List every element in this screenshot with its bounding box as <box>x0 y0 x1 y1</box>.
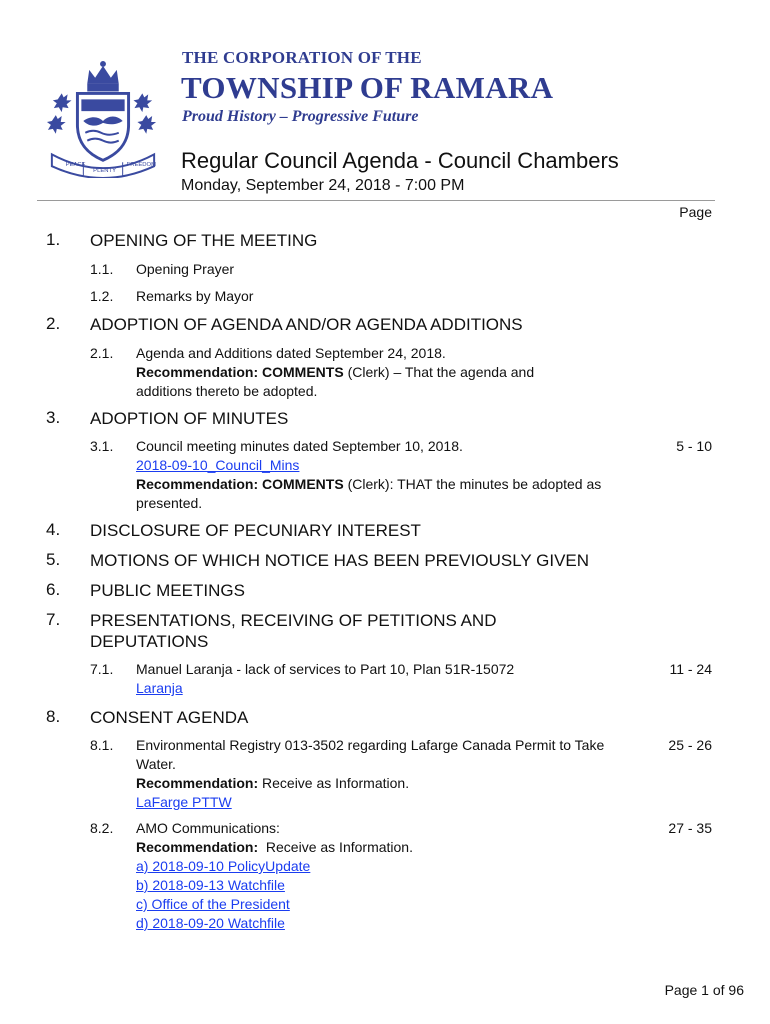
item-text: Manuel Laranja - lack of services to Part 10, Plan 51R-15072 <box>136 661 515 677</box>
policy-update-link[interactable]: a) 2018-09-10 PolicyUpdate <box>136 858 311 874</box>
crest-motto-peace: PEACE <box>65 162 86 169</box>
recommendation-text: (Clerk) – That the agenda and additions thereto be adopted. <box>136 364 535 399</box>
crest-motto-freedom: FREEDOM <box>126 162 157 169</box>
item-number: 1.1. <box>90 261 114 277</box>
recommendation-label: Recommendation: COMMENTS <box>136 476 344 492</box>
agenda-date: Monday, September 24, 2018 - 7:00 PM <box>181 177 465 194</box>
recommendation-label: Recommendation: COMMENTS <box>136 364 344 380</box>
item-number: 1.2. <box>90 288 114 304</box>
item-recommendation <box>136 475 626 513</box>
item-number: 3.1. <box>90 438 114 454</box>
recommendation-text: (Clerk): THAT the minutes be adopted as presented. <box>136 476 602 511</box>
corporation-heading: THE CORPORATION OF THE <box>182 48 422 67</box>
recommendation-text: Receive as Information. <box>258 775 410 791</box>
watchfile-0920-link[interactable]: d) 2018-09-20 Watchfile <box>136 915 285 931</box>
section-number: 4. <box>46 520 61 539</box>
item-number: 8.2. <box>90 820 114 836</box>
office-of-president-link[interactable]: c) Office of the President <box>136 896 290 912</box>
item-number: 7.1. <box>90 661 114 677</box>
section-title: ADOPTION OF AGENDA AND/OR AGENDA ADDITIONS <box>90 315 523 334</box>
crest-motto-plenty: PLENTY <box>93 168 117 175</box>
section-number: 2. <box>46 314 61 333</box>
item-text: Remarks by Mayor <box>136 288 254 304</box>
minutes-link[interactable]: 2018-09-10_Council_Mins <box>136 457 300 473</box>
item-recommendation <box>136 363 586 401</box>
section-number: 1. <box>46 230 61 249</box>
item-text: AMO Communications: <box>136 820 280 836</box>
item-page-range: 11 - 24 <box>669 661 712 677</box>
township-heading: TOWNSHIP OF RAMARA <box>181 70 554 105</box>
section-title: DISCLOSURE OF PECUNIARY INTEREST <box>90 521 421 540</box>
item-text: Agenda and Additions dated September 24, 2018. <box>136 345 446 361</box>
section-number: 7. <box>46 610 61 629</box>
item-recommendation <box>136 774 614 793</box>
section-title: ADOPTION OF MINUTES <box>90 409 289 428</box>
section-number: 3. <box>46 408 61 427</box>
item-recommendation <box>136 838 636 857</box>
laranja-link[interactable]: Laranja <box>136 680 183 696</box>
section-title: MOTIONS OF WHICH NOTICE HAS BEEN PREVIOUSLY GIVEN <box>90 551 590 570</box>
watchfile-0913-link[interactable]: b) 2018-09-13 Watchfile <box>136 877 285 893</box>
township-crest-logo <box>44 60 162 178</box>
item-text: Environmental Registry 013-3502 regarding Lafarge Canada Permit to Take Water. <box>136 737 605 772</box>
item-number: 2.1. <box>90 345 114 361</box>
page-column-header: Page <box>679 204 712 220</box>
recommendation-label: Recommendation: <box>136 775 259 791</box>
township-tagline: Proud History – Progressive Future <box>182 108 419 125</box>
section-title: OPENING OF THE MEETING <box>90 231 318 250</box>
section-title: PRESENTATIONS, RECEIVING OF PETITIONS AND DEPUTATIONS <box>90 611 497 651</box>
section-title: PUBLIC MEETINGS <box>90 581 245 600</box>
header-divider <box>37 200 715 201</box>
recommendation-text: Receive as Information. <box>258 839 413 855</box>
section-title: CONSENT AGENDA <box>90 708 249 727</box>
recommendation-label: Recommendation: <box>136 839 259 855</box>
page-footer-number: Page 1 of 96 <box>664 982 744 998</box>
item-number: 8.1. <box>90 737 114 753</box>
section-number: 8. <box>46 707 61 726</box>
item-page-range: 25 - 26 <box>668 737 712 753</box>
item-text: Opening Prayer <box>136 261 235 277</box>
section-number: 5. <box>46 550 61 569</box>
item-page-range: 5 - 10 <box>676 438 712 454</box>
agenda-title: Regular Council Agenda - Council Chambers <box>181 148 619 173</box>
item-text: Council meeting minutes dated September 10, 2018. <box>136 438 463 454</box>
lafarge-pttw-link[interactable]: LaFarge PTTW <box>136 794 232 810</box>
item-page-range: 27 - 35 <box>668 820 712 836</box>
section-number: 6. <box>46 580 61 599</box>
